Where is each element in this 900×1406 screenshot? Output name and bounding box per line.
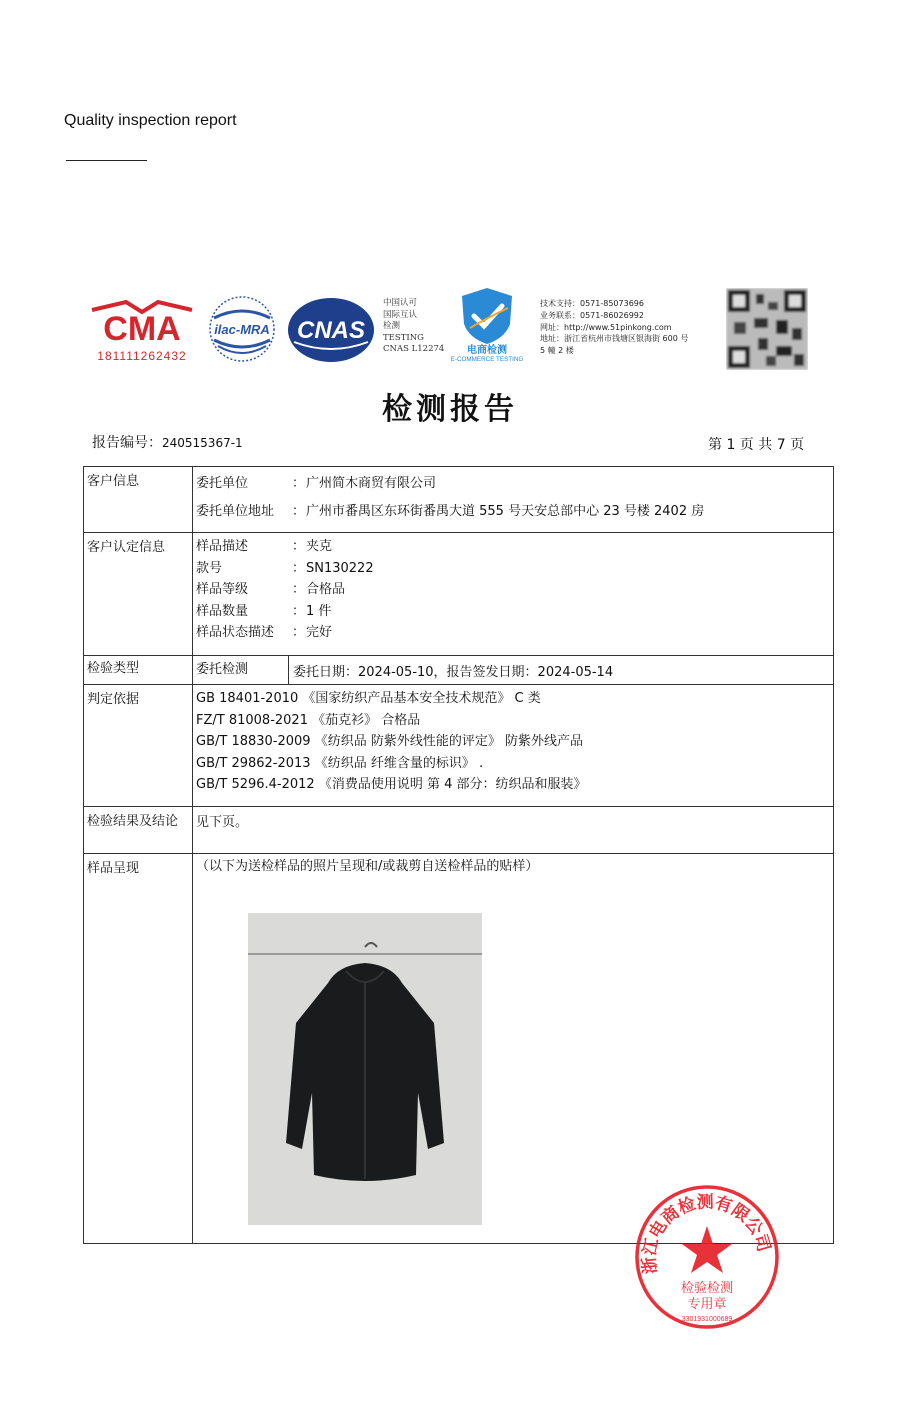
svg-text:浙江电商检测有限公司: 浙江电商检测有限公司 [639, 1192, 774, 1275]
sample-condition-row: 样品状态描述 ： 完好 [196, 625, 333, 640]
ecommerce-testing-logo [450, 286, 524, 362]
inspection-type-value: 委托检测 [193, 656, 289, 684]
sample-grade-row: 样品等级 ： 合格品 [196, 582, 346, 597]
standard-line: GB 18401-2010 《国家纺织产品基本安全技术规范》 C 类 [196, 691, 541, 706]
seal-code: 3301931000689 [681, 1316, 733, 1323]
inspection-dates: 委托日期：2024-05-10，报告签发日期：2024-05-14 [293, 664, 614, 680]
inspection-type-row [84, 656, 834, 685]
official-seal-stamp [632, 1182, 782, 1332]
standard-line: GB/T 18830-2009 《纺织品 防紫外线性能的评定》 防紫外线产品 [196, 734, 583, 749]
svg-text:CMA: CMA [103, 310, 181, 348]
tech-support-line: 技术支持：0571-85073696 [540, 299, 644, 308]
sample-quantity-row: 样品数量 ： 1 件 [196, 603, 332, 619]
client-info-row [84, 467, 834, 533]
cnas-accreditation-text: 中国认可 国际互认 检测 TESTING CNAS L12274 [383, 298, 445, 354]
qr-code [726, 288, 808, 370]
judgment-basis-label: 判定依据 [84, 685, 193, 807]
page-indicator: 第 1 页 共 7 页 [708, 437, 805, 453]
sample-note: （以下为送检样品的照片呈现和/或裁剪自送检样品的贴样） [196, 859, 539, 874]
client-confirm-row [84, 533, 834, 656]
client-address: 广州市番禺区东环街番禺大道 555 号天安总部中心 23 号楼 2402 房 [306, 504, 705, 519]
report-heading: 检测报告 [382, 392, 518, 427]
client-name: 广州简木商贸有限公司 [306, 476, 437, 491]
standard-line: GB/T 5296.4-2012 《消费品使用说明 第 4 部分：纺织品和服装》 [196, 777, 587, 792]
jacket-image [248, 913, 482, 1225]
client-confirm-label: 客户认定信息 [84, 533, 193, 656]
seal-center-text-2: 专用章 [687, 1297, 727, 1312]
business-line: 业务联系：0571-86026992 [540, 310, 644, 320]
address-line: 地址：浙江省杭州市钱塘区银海街 600 号 [540, 334, 689, 344]
standard-line: FZ/T 81008-2021 《茄克衫》 合格品 [196, 712, 421, 728]
inspection-type-label: 检验类型 [84, 656, 193, 685]
judgment-basis-row [84, 685, 834, 807]
client-address-row: 委托单位地址 ： 广州市番禺区东环街番禺大道 555 号天安总部中心 23 号楼 2402 房 [196, 498, 830, 526]
ilac-mra-logo [204, 294, 280, 364]
sample-description-row: 样品描述 ： 夹克 [196, 539, 333, 554]
sample-photo [248, 913, 482, 1225]
website-line: 网址：http://www.51pinkong.com [540, 322, 672, 332]
ecom-cn: 电商检测 [467, 345, 507, 356]
address-line-2: 5 幢 2 楼 [540, 346, 574, 356]
client-info-label: 客户信息 [84, 467, 193, 533]
title-underline [66, 160, 147, 161]
cnas-text: CNAS [296, 317, 366, 344]
quality-report-title: Quality inspection report [64, 112, 237, 129]
ecom-en: E-COMMERCE TESTING [450, 356, 524, 362]
contact-info [540, 298, 688, 357]
style-number-row: 款号 ： SN130222 [196, 560, 374, 576]
report-info-table [83, 466, 834, 1244]
sample-display-label: 样品呈现 [84, 854, 193, 1244]
report-number: 报告编号：240515367-1 [92, 435, 243, 451]
cnas-logo [286, 296, 376, 364]
ilac-text: ilac-MRA [214, 322, 270, 337]
result-row [84, 807, 834, 854]
client-name-row: 委托单位 ： 广州简木商贸有限公司 [196, 470, 830, 498]
result-value: 见下页。 [193, 807, 834, 854]
cma-logo [86, 298, 198, 364]
result-label: 检验结果及结论 [84, 807, 193, 854]
cma-number: 181111262432 [97, 349, 187, 363]
seal-center-text-1: 检验检测 [680, 1281, 734, 1296]
standard-line: GB/T 29862-2013 《纺织品 纤维含量的标识》 . [196, 755, 484, 771]
